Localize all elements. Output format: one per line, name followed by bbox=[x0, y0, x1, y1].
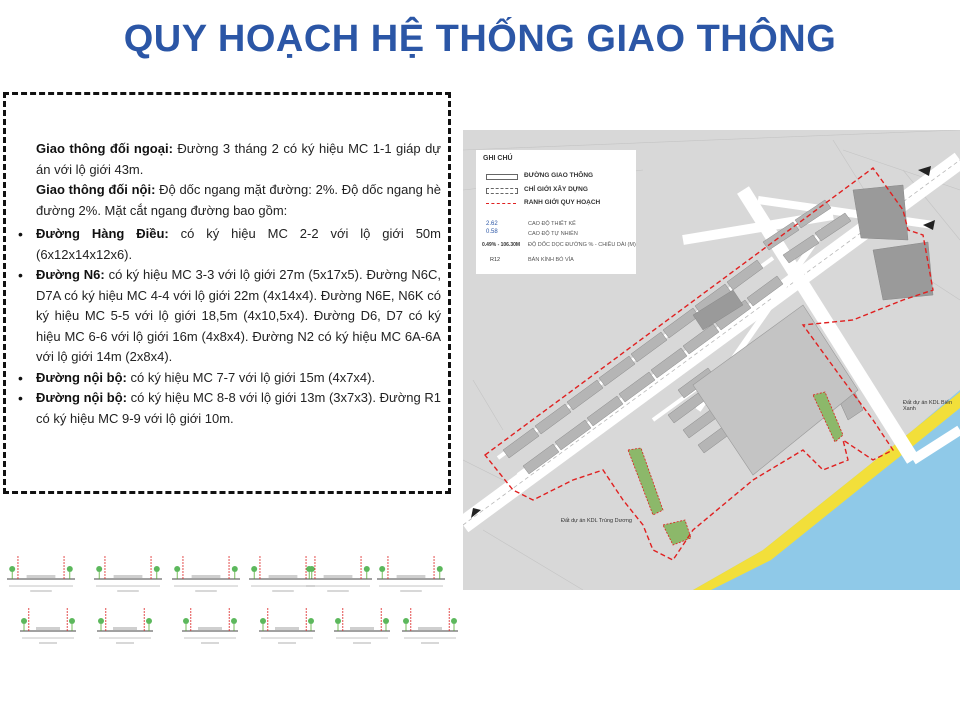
legend-elevation-sample bbox=[486, 220, 498, 236]
cross-section-sketch bbox=[375, 545, 447, 593]
text-content bbox=[36, 139, 441, 429]
list-item-label: Đường Hàng Điều: bbox=[36, 226, 169, 241]
legend-title: GHI CHÚ bbox=[483, 155, 513, 162]
list-item-label: Đường nội bộ: bbox=[36, 390, 127, 405]
legend-slope: ĐỘ DỐC DỌC ĐƯỜNG % - CHIỀU DÀI (M) bbox=[528, 242, 636, 248]
cross-section-sketch bbox=[257, 597, 317, 645]
boundary-legend-swatch bbox=[486, 203, 516, 204]
map-legend bbox=[476, 150, 636, 274]
list-item-label: Đường N6: bbox=[36, 267, 105, 282]
cross-section-sketch bbox=[95, 597, 155, 645]
cross-section-sketch bbox=[92, 545, 164, 593]
setback-legend-swatch bbox=[486, 188, 518, 194]
road-list bbox=[36, 224, 441, 429]
cross-section-sketch bbox=[400, 597, 460, 645]
external-traffic-label: Giao thông đối ngoại: bbox=[36, 141, 173, 156]
list-item bbox=[36, 265, 441, 368]
list-item bbox=[36, 388, 441, 429]
cross-section-sketch bbox=[332, 597, 392, 645]
road-legend-swatch bbox=[486, 174, 518, 180]
legend-elev-a: 2.62 bbox=[486, 221, 498, 227]
list-item-text: có ký hiệu MC 3-3 với lộ giới 27m (5x17x5). Đường N6C, D7A có ký hiệu MC 4-4 với lộ giới 22m (4x14x4). Đường N6E, N6K có ký hiệu MC 5-5 với lộ giới 18,5m (4x10,5x4). Đường D6, D7 có ký hiệu MC 6-6 với lộ giới 16m (4x8x4). Đường N2 có ký hiệu MC 6A-6A với lộ giới 14m (2x8x4). bbox=[36, 267, 441, 364]
cross-section-drawings bbox=[0, 545, 460, 657]
legend-design-elevation: CAO ĐỘ THIẾT KẾ bbox=[528, 221, 576, 227]
legend-natural-elevation: CAO ĐỘ TỰ NHIÊN bbox=[528, 231, 578, 237]
legend-radius-sample: R12 bbox=[490, 257, 501, 263]
cross-section-sketch bbox=[302, 545, 374, 593]
internal-traffic-label: Giao thông đối nội: bbox=[36, 182, 156, 197]
page-title: QUY HOẠCH HỆ THỐNG GIAO THÔNG bbox=[123, 18, 837, 60]
map-note-bottom: Đất dự án KDL Trúng Dương bbox=[561, 518, 632, 524]
legend-setback: CHỈ GIỚI XÂY DỰNG bbox=[524, 186, 588, 193]
list-item bbox=[36, 224, 441, 265]
list-item-label: Đường nội bộ: bbox=[36, 369, 127, 385]
internal-traffic-text: Độ dốc ngang mặt đường: 2%. Độ dốc ngang hè đường 2%. Mặt cắt ngang đường bao gồm: bbox=[36, 182, 441, 218]
list-item-text: có ký hiệu MC 7-7 với lộ giới 15m (4x7x4). bbox=[126, 369, 376, 385]
cross-section-sketch bbox=[180, 597, 240, 645]
external-traffic-text: Đường 3 tháng 2 có ký hiệu MC 1-1 giáp dự án với lộ giới 43m. bbox=[36, 141, 442, 177]
legend-slope-sample: 0.49% - 106.30M bbox=[482, 242, 521, 248]
cross-section-sketch bbox=[18, 597, 78, 645]
list-item-text: có ký hiệu MC 2-2 với lộ giới 50m (6x12x14x12x6). bbox=[36, 226, 441, 262]
cross-section-sketch bbox=[5, 545, 77, 593]
legend-road: ĐƯỜNG GIAO THÔNG bbox=[524, 172, 594, 179]
text-panel bbox=[3, 92, 451, 494]
list-item-text: có ký hiệu MC 8-8 với lộ giới 13m (3x7x3). Đường R1 có ký hiệu MC 9-9 với lộ giới 10m. bbox=[36, 390, 441, 426]
paragraph-internal-traffic bbox=[36, 180, 441, 221]
legend-boundary: RANH GIỚI QUY HOẠCH bbox=[524, 199, 601, 206]
legend-radius: BÁN KÍNH BÓ VỈA bbox=[528, 257, 574, 263]
map-note-right: Đất dự án KDL Biển Xanh bbox=[903, 400, 953, 412]
legend-elev-b: 0.58 bbox=[486, 229, 498, 235]
list-item bbox=[36, 368, 441, 389]
paragraph-external-traffic bbox=[36, 139, 441, 180]
cross-section-sketch bbox=[170, 545, 242, 593]
